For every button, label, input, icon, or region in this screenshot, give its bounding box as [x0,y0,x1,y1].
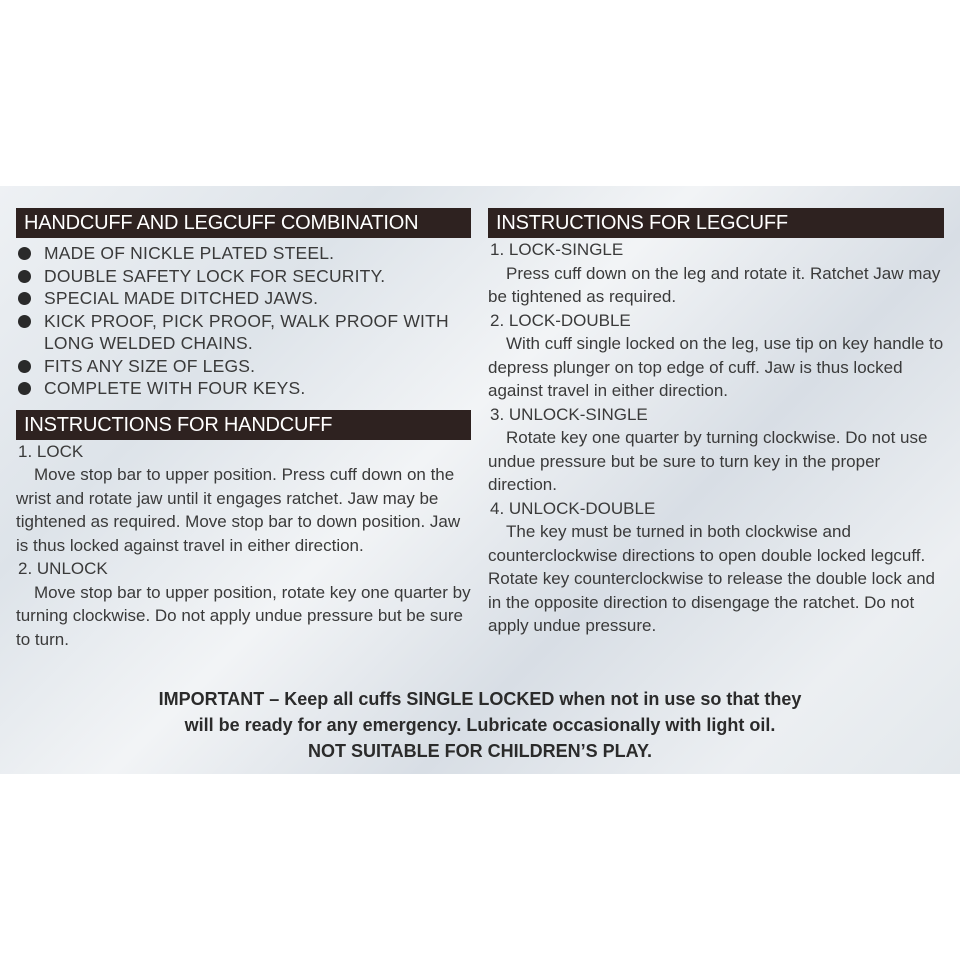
feature-item: MADE OF NICKLE PLATED STEEL. [16,242,471,265]
legcuff-step [488,497,944,638]
step-body: With cuff single locked on the leg, use tip on key handle to depress plunger on top edge of cuff. Jaw is thus locked against travel in either direction. [488,334,944,400]
feature-item: COMPLETE WITH FOUR KEYS. [16,377,471,400]
left-column [16,208,471,651]
feature-item: FITS ANY SIZE OF LEGS. [16,355,471,378]
step-title: 1. LOCK-SINGLE [490,240,624,259]
right-column [488,208,944,638]
legcuff-header: INSTRUCTIONS FOR LEGCUFF [488,208,944,238]
combination-header: HANDCUFF AND LEGCUFF COMBINATION [16,208,471,238]
bullet-dot-icon [18,382,31,395]
important-line: will be ready for any emergency. Lubricate occasionally with light oil. [184,715,776,735]
step-title: 2. LOCK-DOUBLE [490,310,631,330]
bullet-dot-icon [18,270,31,283]
step-title: 3. UNLOCK-SINGLE [490,404,648,424]
feature-item: DOUBLE SAFETY LOCK FOR SECURITY. [16,265,471,288]
bullet-dot-icon [18,315,31,328]
legcuff-step [488,403,944,497]
feature-list [16,242,471,400]
step-title: 2. UNLOCK [18,559,108,578]
feature-item: SPECIAL MADE DITCHED JAWS. [16,287,471,310]
step-body: Move stop bar to upper position. Press cuff down on the wrist and rotate jaw until it engages ratchet. Jaw may be tightened as required. Move stop bar to down position. Jaw is thus locked against travel in either direction. [16,465,461,555]
feature-item: KICK PROOF, PICK PROOF, WALK PROOF WITH LONG WELDED CHAINS. [16,310,471,355]
legcuff-step [488,238,944,309]
bullet-dot-icon [18,360,31,373]
handcuff-step [16,440,471,558]
legcuff-step [488,309,944,403]
important-line: IMPORTANT – Keep all cuffs SINGLE LOCKED when not in use so that they [158,689,802,709]
handcuff-header: INSTRUCTIONS FOR HANDCUFF [16,410,471,440]
step-body: Rotate key one quarter by turning clockwise. Do not use undue pressure but be sure to turn key in the proper direction. [488,428,928,494]
important-line: NOT SUITABLE FOR CHILDREN’S PLAY. [307,741,653,761]
step-title: 4. UNLOCK-DOUBLE [490,498,656,518]
important-notice [0,686,960,764]
step-body: Press cuff down on the leg and rotate it. Ratchet Jaw may be tightened as required. [488,263,941,306]
handcuff-step [16,557,471,651]
step-body: The key must be turned in both clockwise and counterclockwise directions to open double locked legcuff. Rotate key counterclockwise to release the double lock and in the opposite direction to disengage the ratchet. Do not apply undue pressure. [488,522,935,635]
step-body: Move stop bar to upper position, rotate key one quarter by turning clockwise. Do not apply undue pressure but be sure to turn. [16,582,471,649]
instruction-card [0,186,960,774]
bullet-dot-icon [18,292,31,305]
bullet-dot-icon [18,247,31,260]
step-title: 1. LOCK [18,441,84,461]
